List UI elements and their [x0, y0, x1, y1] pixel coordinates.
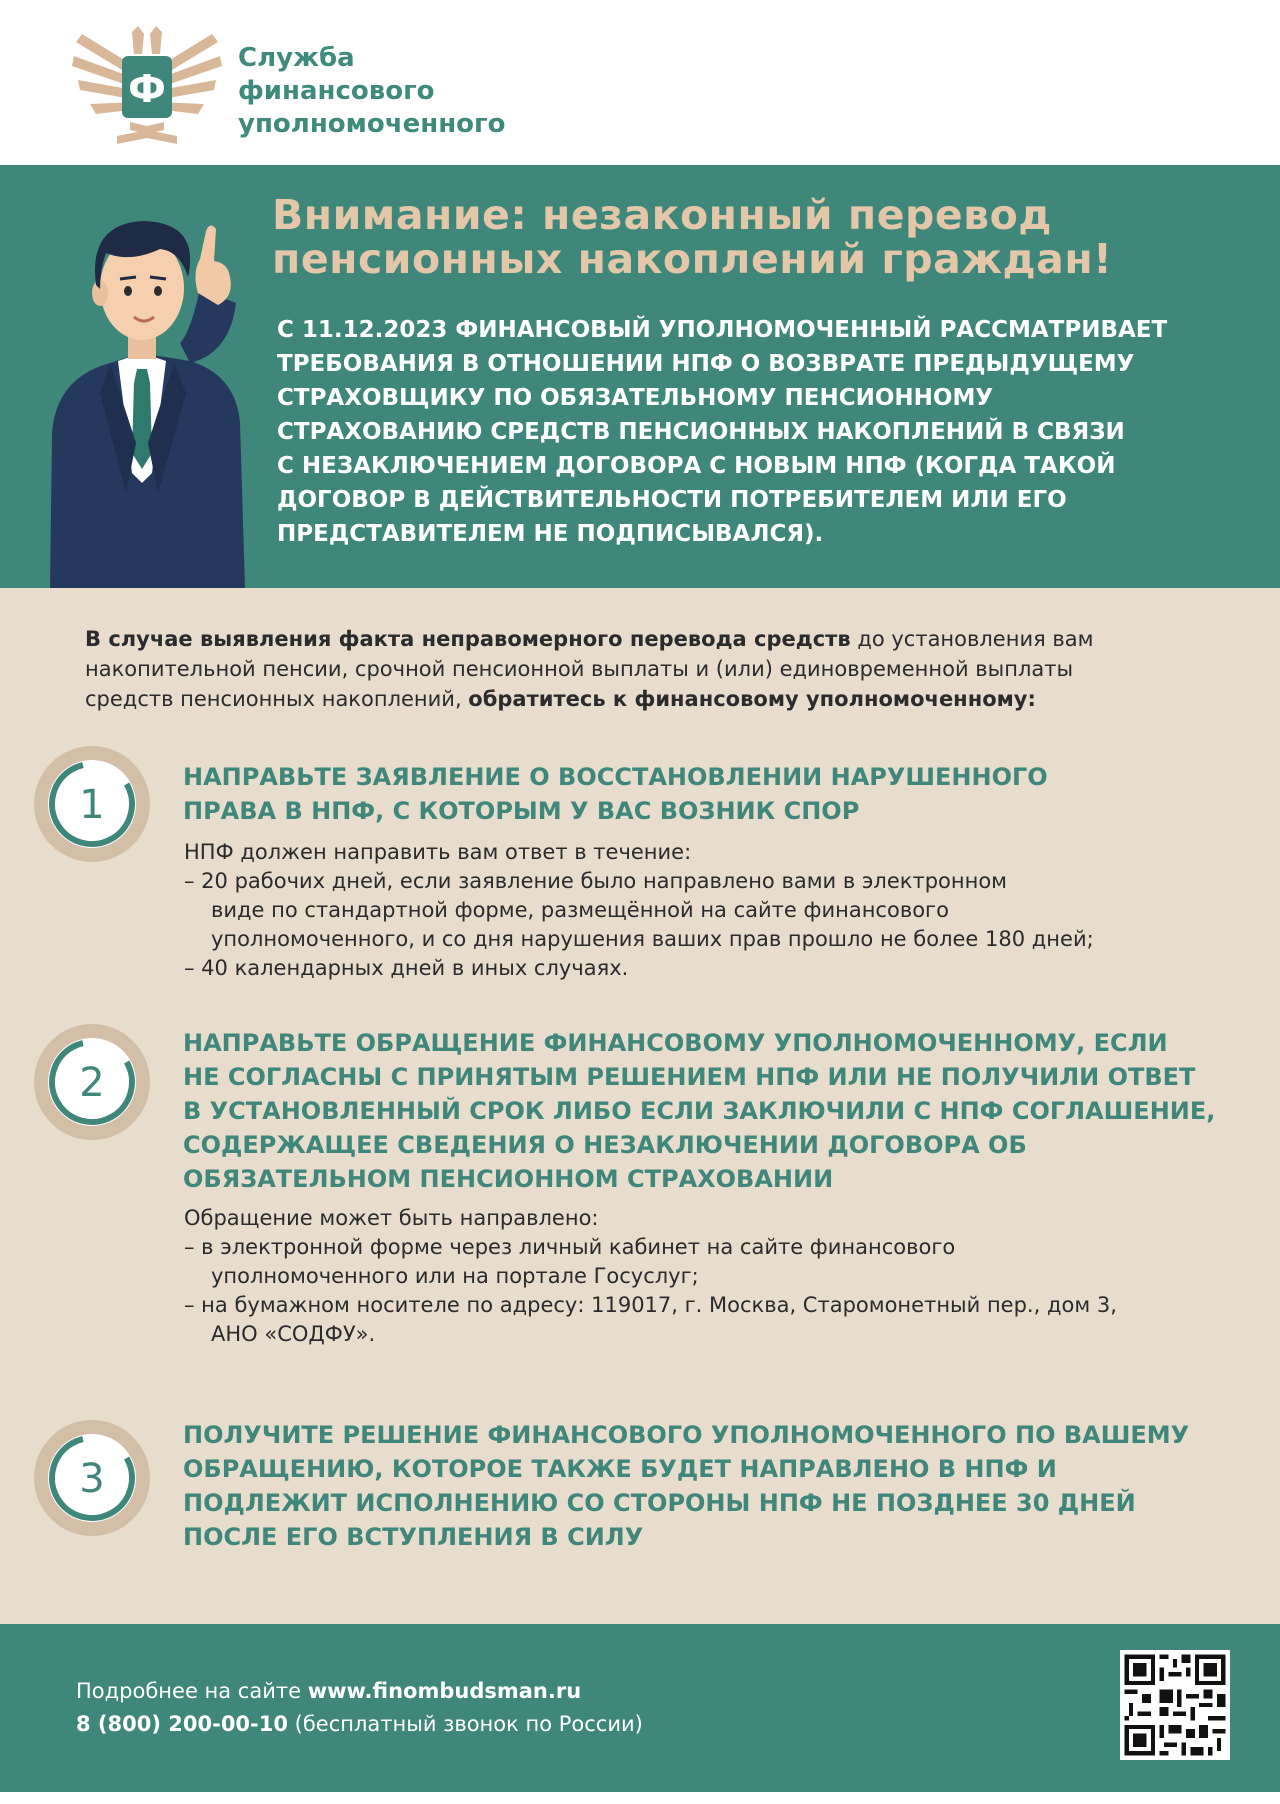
step-title-line: НАПРАВЬТЕ ОБРАЩЕНИЕ ФИНАНСОВОМУ УПОЛНОМОЧЕННОМУ, ЕСЛИ — [183, 1029, 1168, 1057]
website-link[interactable]: www.finombudsman.ru — [307, 1679, 582, 1703]
step-title-line: ОБРАЩЕНИЮ, КОТОРОЕ ТАКЖЕ БУДЕТ НАПРАВЛЕНО В НПФ И — [183, 1455, 1057, 1483]
step-body-line: НПФ должен направить вам ответ в течение: — [184, 840, 692, 864]
hero-text-line: СТРАХОВЩИКУ ПО ОБЯЗАТЕЛЬНОМУ ПЕНСИОННОМУ — [277, 385, 994, 411]
footer-phone-line — [76, 1709, 643, 1739]
businessman-illustration — [40, 193, 250, 588]
step-title — [183, 1418, 1189, 1554]
step-number-badge — [32, 1022, 152, 1142]
step-body-line: АНО «СОДФУ». — [211, 1322, 376, 1346]
step-body-line: Обращение может быть направлено: — [184, 1206, 599, 1230]
intro-line-2: накопительной пенсии, срочной пенсионной выплаты и (или) единовременной выплаты — [85, 657, 1074, 681]
step-title-line: ПОСЛЕ ЕГО ВСТУПЛЕНИЯ В СИЛУ — [183, 1523, 644, 1551]
phone-number[interactable]: 8 (800) 200-00-10 — [76, 1712, 288, 1736]
step-body — [184, 1204, 1117, 1349]
intro-bold-start: В случае выявления факта неправомерного перевода средств — [85, 627, 851, 651]
hero-text-line: СТРАХОВАНИЮ СРЕДСТВ ПЕНСИОННЫХ НАКОПЛЕНИЙ В СВЯЗИ — [277, 419, 1125, 445]
brand-line-3: уполномоченного — [238, 109, 506, 139]
phone-note: (бесплатный звонок по России) — [287, 1712, 643, 1736]
qr-code[interactable] — [1120, 1650, 1230, 1760]
step-title-line: В УСТАНОВЛЕННЫЙ СРОК ЛИБО ЕСЛИ ЗАКЛЮЧИЛИ С НПФ СОГЛАШЕНИЕ, — [183, 1097, 1216, 1125]
step-body-line: – 40 календарных дней в иных случаях. — [184, 956, 629, 980]
footer — [0, 1624, 1280, 1792]
step-number: 3 — [79, 1456, 105, 1502]
intro-line-1-rest: до установления вам — [850, 627, 1094, 651]
step-body-line: уполномоченного, и со дня нарушения ваших прав прошло не более 180 дней; — [211, 927, 1094, 951]
intro-paragraph — [85, 624, 1205, 714]
main-content — [0, 588, 1280, 1624]
brand-name — [238, 42, 505, 141]
hero-title — [272, 193, 1252, 281]
hero-banner — [0, 165, 1280, 588]
step-title-line: ПОЛУЧИТЕ РЕШЕНИЕ ФИНАНСОВОГО УПОЛНОМОЧЕННОГО ПО ВАШЕМУ — [183, 1421, 1190, 1449]
step-body — [184, 838, 1094, 983]
brand-line-2: финансового — [238, 76, 435, 106]
bottom-strip — [0, 1792, 1280, 1804]
intro-line-3-start: средств пенсионных накоплений, — [85, 687, 469, 711]
hero-text-line: С НЕЗАКЛЮЧЕНИЕМ ДОГОВОРА С НОВЫМ НПФ (КОГДА ТАКОЙ — [277, 453, 1116, 479]
eagle-emblem-logo — [72, 26, 222, 150]
step-body-line: – 20 рабочих дней, если заявление было направлено вами в электронном — [184, 869, 1008, 893]
step-title-line: ОБЯЗАТЕЛЬНОМ ПЕНСИОННОМ СТРАХОВАНИИ — [183, 1165, 834, 1193]
brand-line-1: Служба — [238, 43, 355, 73]
step-title-line: НЕ СОГЛАСНЫ С ПРИНЯТЫМ РЕШЕНИЕМ НПФ ИЛИ НЕ ПОЛУЧИЛИ ОТВЕТ — [183, 1063, 1196, 1091]
step-body-line: виде по стандартной форме, размещённой на сайте финансового — [211, 898, 949, 922]
step-number-badge — [32, 1418, 152, 1538]
step-number: 2 — [79, 1060, 105, 1106]
step-title-line: ПРАВА В НПФ, С КОТОРЫМ У ВАС ВОЗНИК СПОР — [183, 797, 860, 825]
footer-website-line — [76, 1676, 581, 1706]
step-number-badge — [32, 744, 152, 864]
step-title-line: СОДЕРЖАЩЕЕ СВЕДЕНИЯ О НЕЗАКЛЮЧЕНИИ ДОГОВОРА ОБ — [183, 1131, 1027, 1159]
hero-text — [277, 313, 1237, 551]
footer-more-label: Подробнее на сайте — [76, 1679, 308, 1703]
step-title-line: НАПРАВЬТЕ ЗАЯВЛЕНИЕ О ВОССТАНОВЛЕНИИ НАРУШЕННОГО — [183, 763, 1048, 791]
step-body-line: – в электронной форме через личный кабинет на сайте финансового — [184, 1235, 956, 1259]
step-body-line: уполномоченного или на портале Госуслуг; — [211, 1264, 699, 1288]
hero-title-line-2: пенсионных накоплений граждан! — [272, 235, 1113, 283]
hero-text-line: С 11.12.2023 ФИНАНСОВЫЙ УПОЛНОМОЧЕННЫЙ РАССМАТРИВАЕТ — [277, 317, 1168, 343]
hero-text-line: ДОГОВОР В ДЕЙСТВИТЕЛЬНОСТИ ПОТРЕБИТЕЛЕМ ИЛИ ЕГО — [277, 487, 1067, 513]
hero-text-line: ПРЕДСТАВИТЕЛЕМ НЕ ПОДПИСЫВАЛСЯ). — [277, 521, 824, 547]
step-title — [183, 760, 1048, 828]
step-title-line: ПОДЛЕЖИТ ИСПОЛНЕНИЮ СО СТОРОНЫ НПФ НЕ ПОЗДНЕЕ 30 ДНЕЙ — [183, 1489, 1136, 1517]
hero-text-line: ТРЕБОВАНИЯ В ОТНОШЕНИИ НПФ О ВОЗВРАТЕ ПРЕДЫДУЩЕМУ — [277, 351, 1135, 377]
emblem-letter: Ф — [128, 67, 166, 111]
step-body-line: – на бумажном носителе по адресу: 119017, г. Москва, Старомонетный пер., дом 3, — [184, 1293, 1117, 1317]
step-number: 1 — [79, 782, 105, 828]
intro-bold-end: обратитесь к финансовому уполномоченному: — [468, 687, 1036, 711]
hero-title-line-1: Внимание: незаконный перевод — [272, 191, 1052, 239]
step-title — [183, 1026, 1215, 1196]
header — [0, 0, 1280, 165]
